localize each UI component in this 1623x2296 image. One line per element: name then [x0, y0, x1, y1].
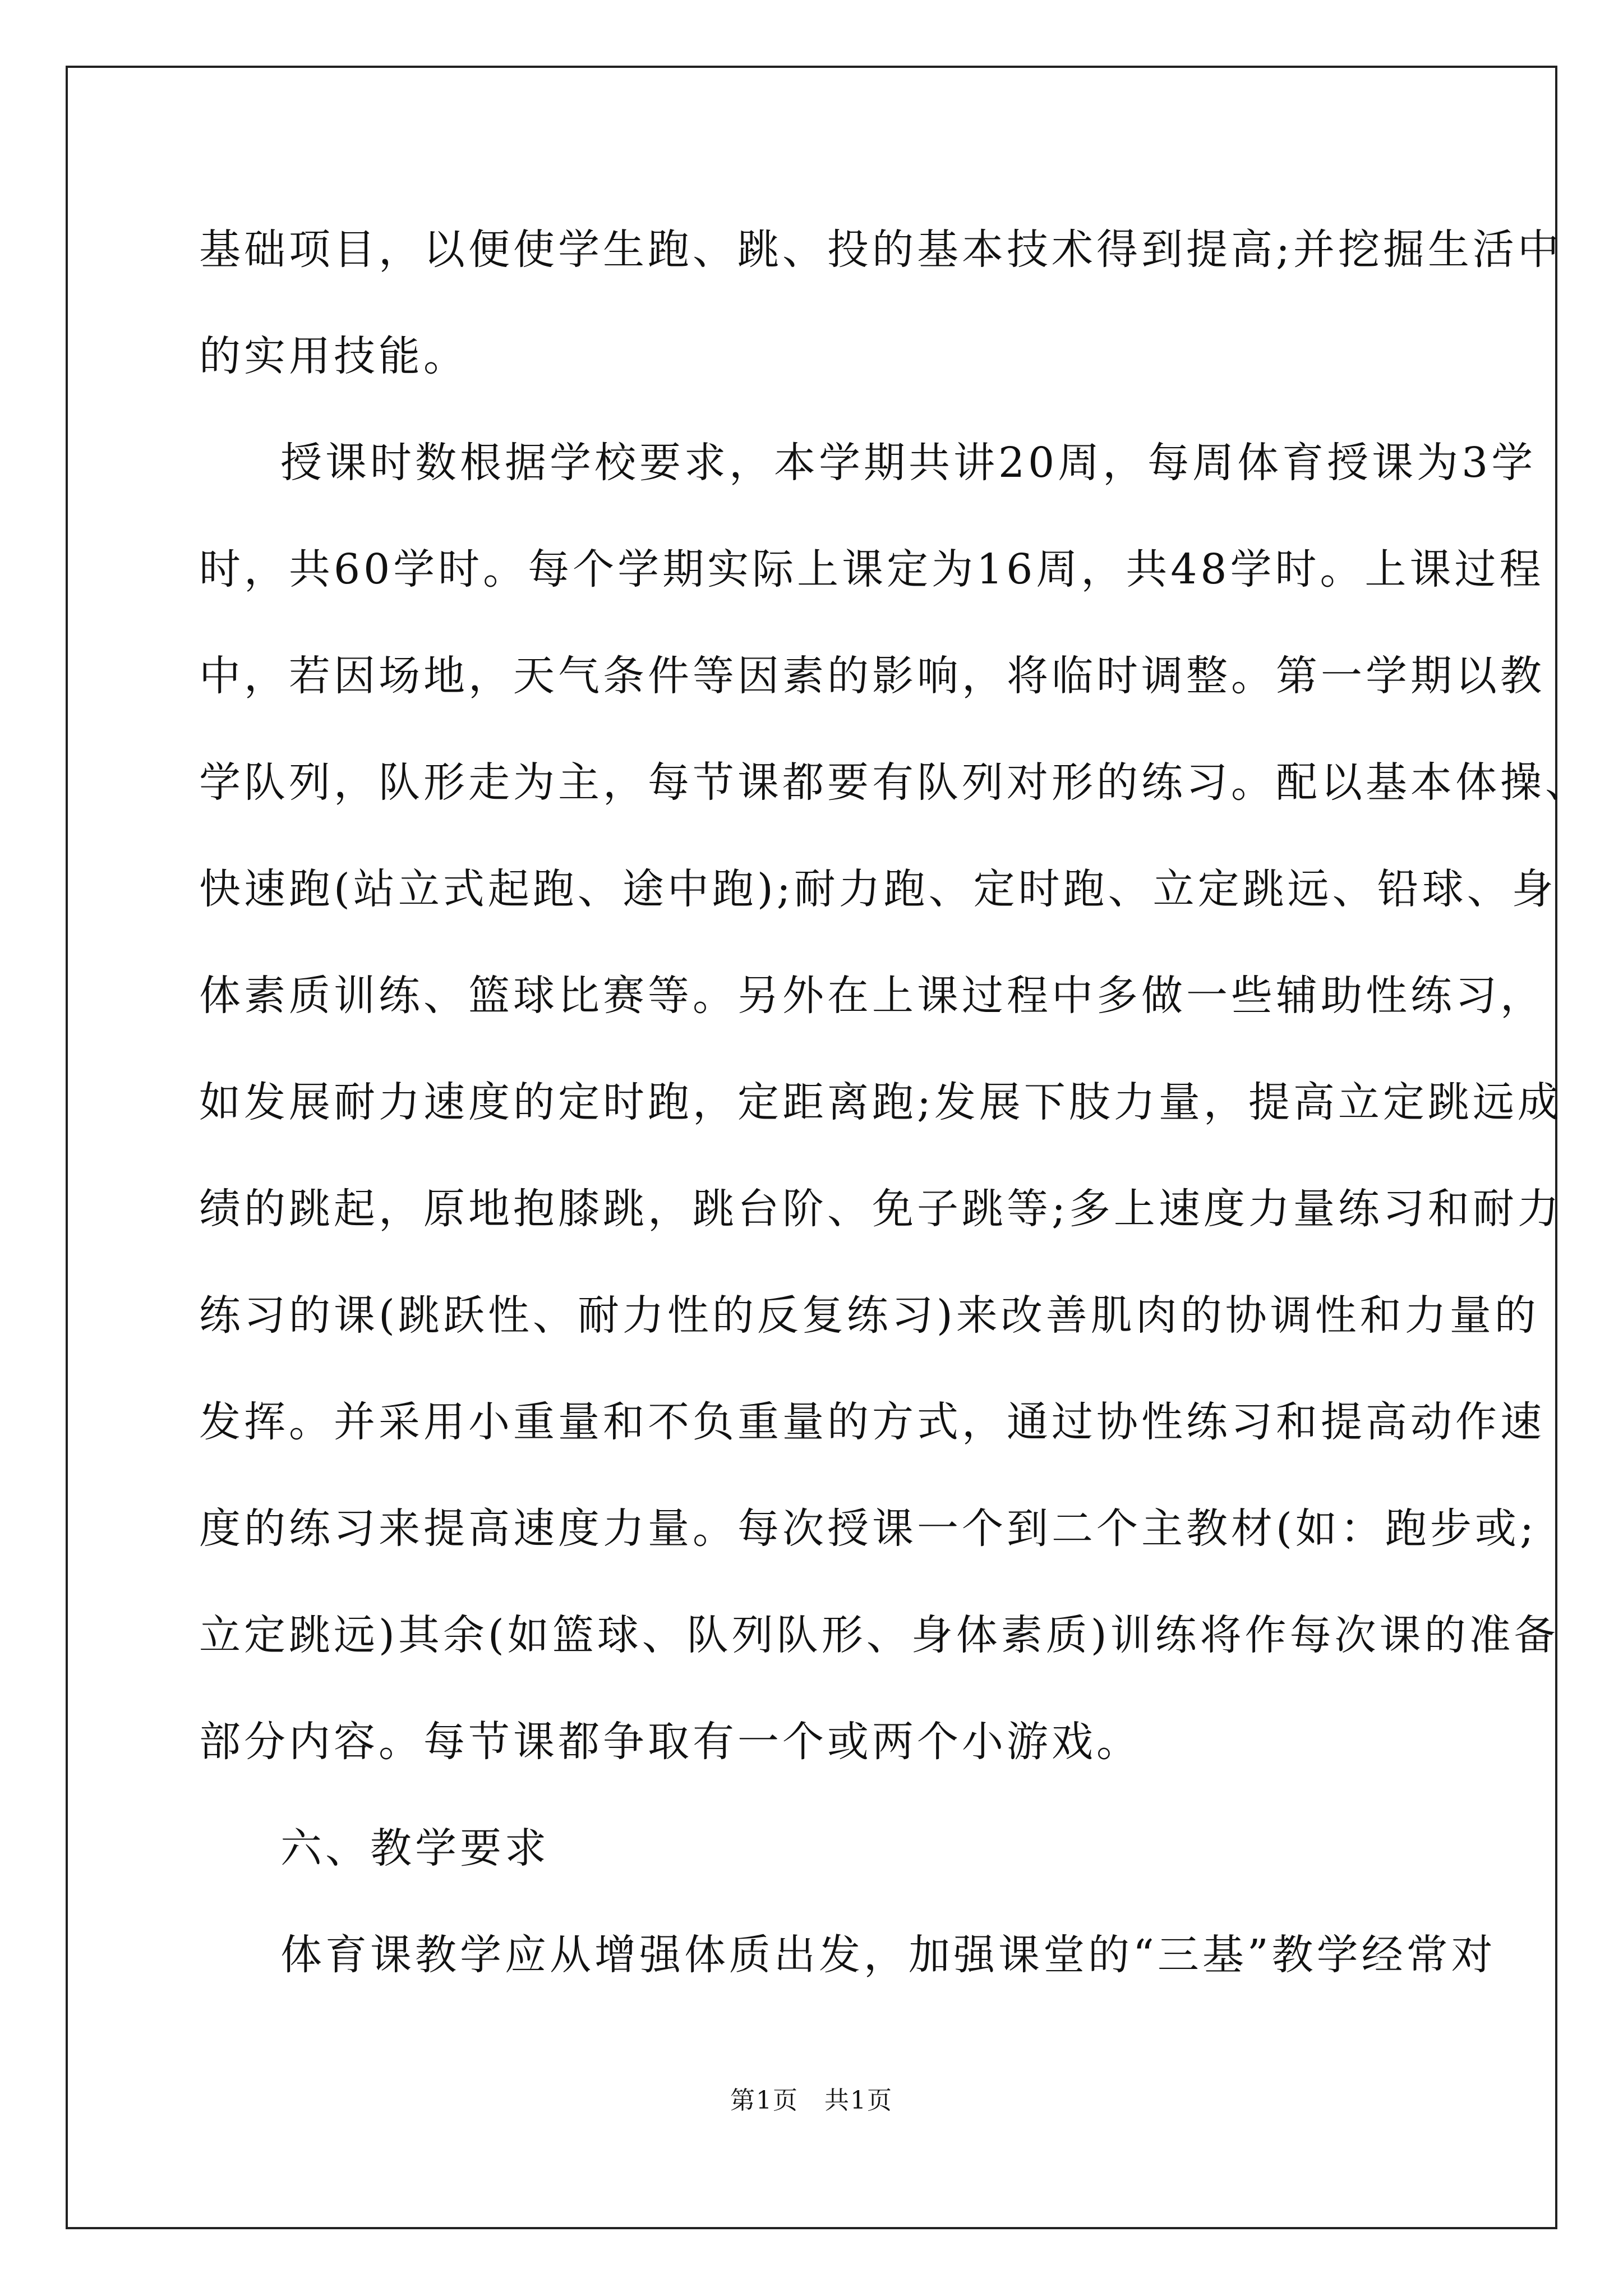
text-line: 基础项目，以便使学生跑、跳、投的基本技术得到提高;并挖掘生活中	[199, 226, 1562, 274]
paragraph-start-line: 授课时数根据学校要求，本学期共讲20周，每周体育授课为3学	[280, 439, 1537, 487]
text-line: 部分内容。每节课都争取有一个或两个小游戏。	[199, 1718, 1141, 1766]
text-line: 体素质训练、篮球比赛等。另外在上课过程中多做一些辅助性练习，	[199, 972, 1545, 1020]
section-heading: 六、教学要求	[280, 1824, 550, 1872]
text-line: 绩的跳起，原地抱膝跳，跳台阶、免子跳等;多上速度力量练习和耐力	[199, 1185, 1562, 1233]
text-line: 立定跳远)其余(如篮球、队列队形、身体素质)训练将作每次课的准备	[199, 1611, 1559, 1659]
text-line: 的实用技能。	[199, 332, 468, 380]
page-footer: 第1页 共1页	[730, 2086, 893, 2115]
text-line: 发挥。并采用小重量和不负重量的方式，通过协性练习和提高动作速	[199, 1398, 1545, 1446]
text-line: 如发展耐力速度的定时跑，定距离跑;发展下肢力量，提高立定跳远成	[199, 1078, 1562, 1126]
text-line: 快速跑(站立式起跑、途中跑);耐力跑、定时跑、立定跳远、铅球、身	[199, 865, 1557, 913]
paragraph-start-line: 体育课教学应从增强体质出发，加强课堂的“三基”教学经常对	[280, 1931, 1496, 1979]
text-line: 练习的课(跳跃性、耐力性的反复练习)来改善肌肉的协调性和力量的	[199, 1291, 1539, 1340]
text-line: 学队列，队形走为主，每节课都要有队列对形的练习。配以基本体操、	[199, 758, 1590, 807]
text-line: 中，若因场地，天气条件等因素的影响，将临时调整。第一学期以教	[199, 652, 1545, 700]
text-line: 时，共60学时。每个学期实际上课定为16周，共48学时。上课过程	[199, 545, 1544, 593]
page-border	[66, 66, 1557, 2229]
text-line: 度的练习来提高速度力量。每次授课一个到二个主教材(如：跑步或;	[199, 1504, 1537, 1553]
